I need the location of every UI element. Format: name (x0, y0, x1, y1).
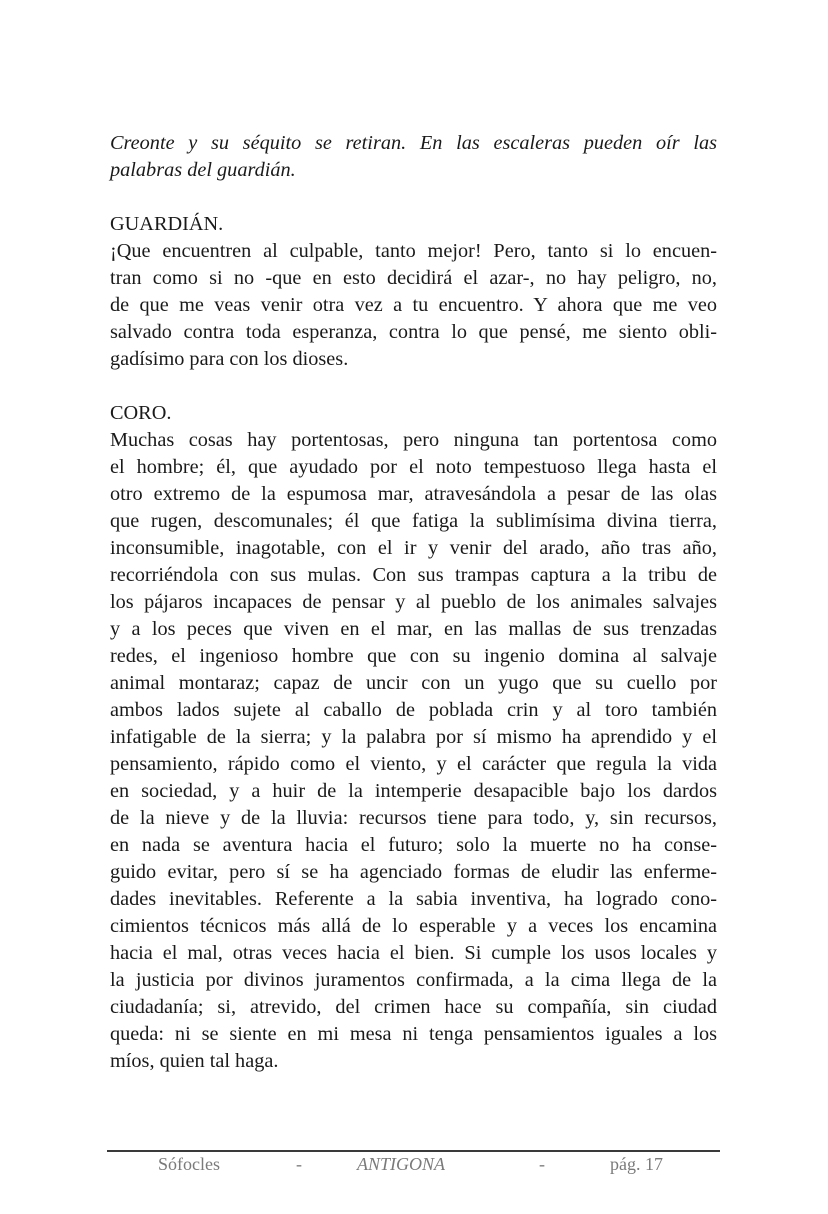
text-line: el hombre; él, que ayudado por el noto tempestuoso llega hasta el (110, 456, 717, 478)
page-footer (107, 1154, 720, 1178)
page-body (110, 130, 717, 1075)
text-line: míos, quien tal haga. (110, 1050, 279, 1072)
text-line: tran como si no -que en esto decidirá el azar-, no hay peligro, no, (110, 267, 717, 289)
text-line: dades inevitables. Referente a la sabia inventiva, ha logrado cono- (110, 888, 717, 910)
text-line: redes, el ingenioso hombre que con su ingenio domina al salvaje (110, 645, 717, 667)
text-line: de que me veas venir otra vez a tu encuentro. Y ahora que me veo (110, 294, 717, 316)
text-line: Muchas cosas hay portentosas, pero ninguna tan portentosa como (110, 429, 717, 451)
text-line: palabras del guardián. (110, 159, 296, 181)
text-line: otro extremo de la espumosa mar, atravesándola a pesar de las olas (110, 483, 717, 505)
text-line: animal montaraz; capaz de uncir con un yugo que su cuello por (110, 672, 717, 694)
footer-separator: - (539, 1154, 545, 1174)
text-line: la justicia por divinos juramentos confirmada, a la cima llega de la (110, 969, 717, 991)
footer-title: ANTIGONA (357, 1154, 446, 1174)
paragraph-gap (110, 373, 717, 400)
text-line: ambos lados sujete al caballo de poblada crin y al toro también (110, 699, 717, 721)
text-line: ciudadanía; si, atrevido, del crimen hace su compañía, sin ciudad (110, 996, 717, 1018)
text-line: en nada se aventura hacia el futuro; solo la muerte no ha conse- (110, 834, 717, 856)
footer-separator: - (296, 1154, 302, 1174)
text-line: queda: ni se siente en mi mesa ni tenga pensamientos iguales a los (110, 1023, 717, 1045)
text-line: de la nieve y de la lluvia: recursos tiene para todo, y, sin recursos, (110, 807, 717, 829)
speaker-name: GUARDIÁN. (110, 213, 224, 235)
text-line: infatigable de la sierra; y la palabra por sí mismo ha aprendido y el (110, 726, 717, 748)
paragraph-gap (110, 184, 717, 211)
text-line: guido evitar, pero sí se ha agenciado formas de eludir las enferme- (110, 861, 717, 883)
stage-direction (110, 130, 717, 184)
text-line: recorriéndola con sus mulas. Con sus trampas captura a la tribu de (110, 564, 717, 586)
text-line: Creonte y su séquito se retiran. En las escaleras pueden oír las (110, 132, 717, 154)
footer-rule (107, 1150, 720, 1152)
text-line: inconsumible, inagotable, con el ir y venir del arado, año tras año, (110, 537, 717, 559)
text-line: cimientos técnicos más allá de lo esperable y a veces los encamina (110, 915, 717, 937)
text-line: salvado contra toda esperanza, contra lo que pensé, me siento obli- (110, 321, 717, 343)
text-line: gadísimo para con los dioses. (110, 348, 349, 370)
footer-author: Sófocles (158, 1154, 220, 1174)
page-number: pág. 17 (610, 1154, 663, 1174)
text-line: ¡Que encuentren al culpable, tanto mejor! Pero, tanto si lo encuen- (110, 240, 717, 262)
text-line: hacia el mal, otras veces hacia el bien. Si cumple los usos locales y (110, 942, 717, 964)
speech-guardian (110, 211, 717, 373)
speaker-name: CORO. (110, 402, 172, 424)
text-line: los pájaros incapaces de pensar y al pueblo de los animales salvajes (110, 591, 717, 613)
text-line: pensamiento, rápido como el viento, y el carácter que regula la vida (110, 753, 717, 775)
text-line: en sociedad, y a huir de la intemperie desapacible bajo los dardos (110, 780, 717, 802)
text-line: y a los peces que viven en el mar, en las mallas de sus trenzadas (110, 618, 717, 640)
text-line: que rugen, descomunales; él que fatiga la sublimísima divina tierra, (110, 510, 717, 532)
speech-coro (110, 400, 717, 1075)
